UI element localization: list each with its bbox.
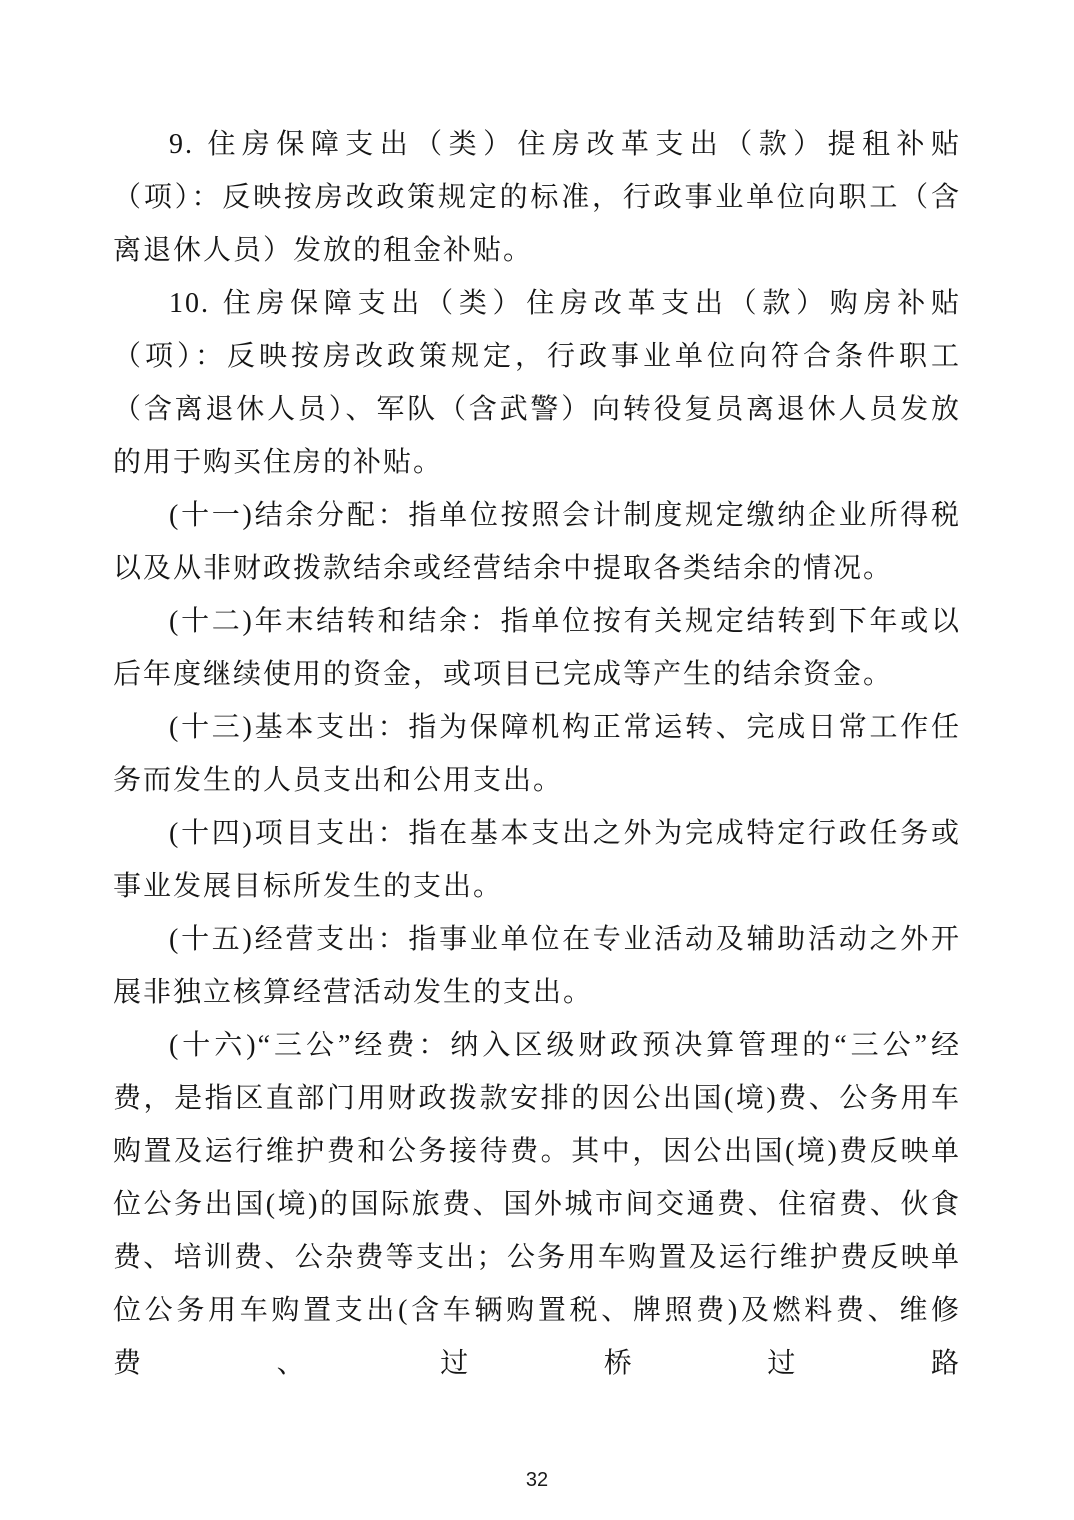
paragraph-term-13: (十三)基本支出：指为保障机构正常运转、完成日常工作任务而发生的人员支出和公用支出。 (113, 712, 961, 796)
paragraph-item-9: 9. 住房保障支出（类）住房改革支出（款）提租补贴（项）：反映按房改政策规定的标准，行政事业单位向职工（含离退休人员）发放的租金补贴。 (113, 129, 961, 266)
document-body (113, 118, 961, 1390)
paragraph-term-15: (十五)经营支出：指事业单位在专业活动及辅助活动之外开展非独立核算经营活动发生的支出。 (113, 924, 961, 1008)
page-number: 32 (525, 1469, 549, 1491)
paragraph-item-10: 10. 住房保障支出（类）住房改革支出（款）购房补贴（项）：反映按房改政策规定，行政事业单位向符合条件职工（含离退休人员）、军队（含武警）向转役复员离退休人员发放的用于购买住房的补贴。 (113, 288, 961, 478)
paragraph-term-14: (十四)项目支出：指在基本支出之外为完成特定行政任务或事业发展目标所发生的支出。 (113, 818, 961, 902)
paragraph-term-11: (十一)结余分配：指单位按照会计制度规定缴纳企业所得税以及从非财政拨款结余或经营结余中提取各类结余的情况。 (113, 500, 961, 584)
paragraph-term-12: (十二)年末结转和结余：指单位按有关规定结转到下年或以后年度继续使用的资金，或项目已完成等产生的结余资金。 (113, 606, 961, 690)
paragraph-term-16: (十六)“三公”经费：纳入区级财政预决算管理的“三公”经费，是指区直部门用财政拨款安排的因公出国(境)费、公务用车购置及运行维护费和公务接待费。其中，因公出国(境)费反映单位公务出国(境)的国际旅费、国外城市间交通费、住宿费、伙食费、培训费、公杂费等支出；公务用车购置及运行维护费反映单位公务用车购置支出(含车辆购置税、牌照费)及燃料费、维修费、过桥过路 (113, 1030, 961, 1379)
